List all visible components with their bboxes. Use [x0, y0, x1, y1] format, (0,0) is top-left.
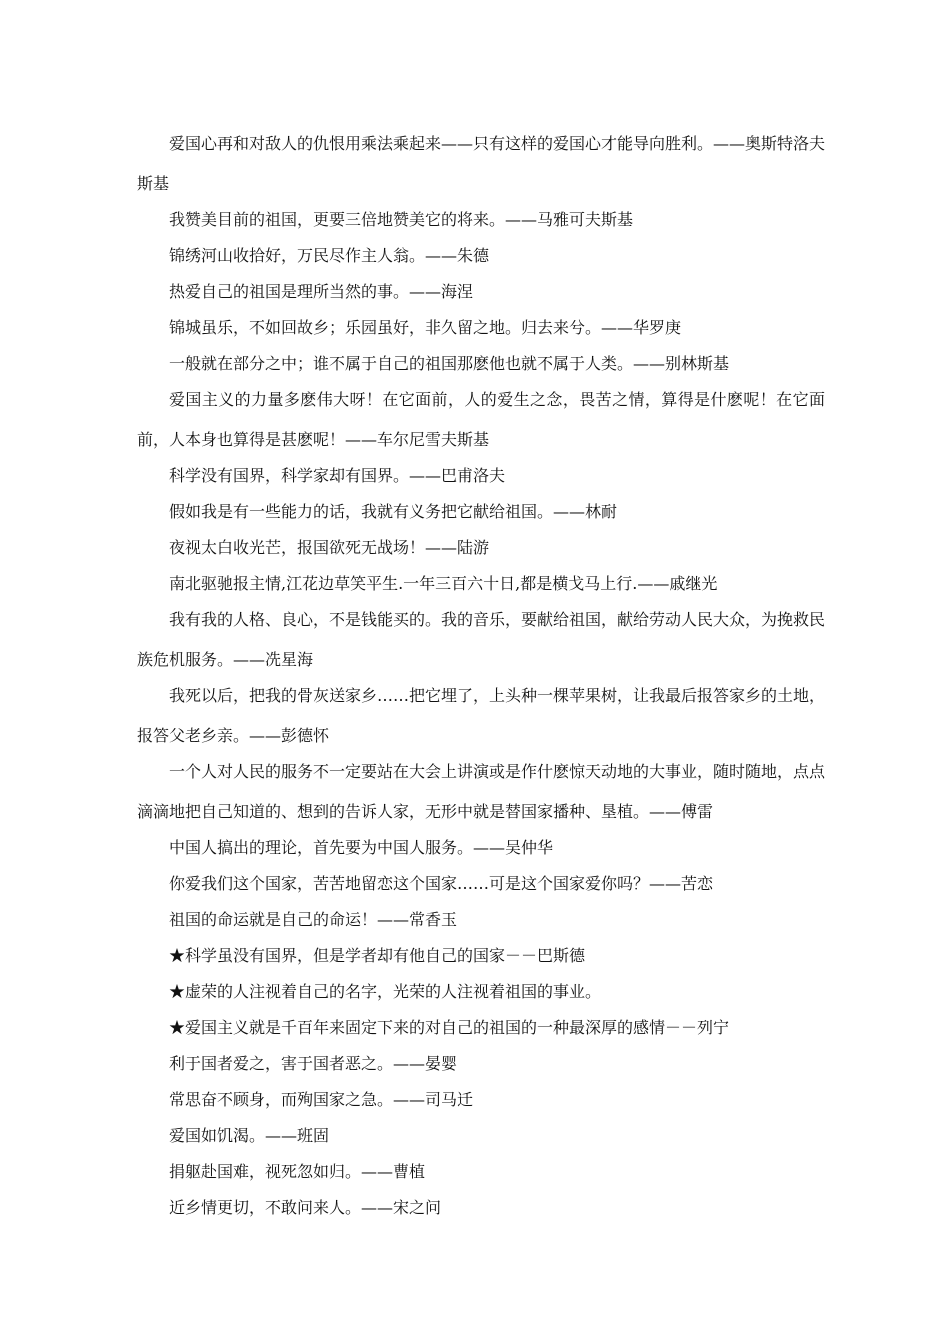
quote-paragraph: 祖国的命运就是自己的命运！——常香玉 [169, 910, 458, 929]
quote-paragraph: 爱国如饥渴。——班固 [169, 1126, 330, 1145]
quote-paragraph: 我有我的人格、良心，不是钱能买的。我的音乐，要献给祖国，献给劳动人民大众，为挽救民族危机服务。——冼星海 [137, 610, 826, 669]
quote-paragraph: 一个人对人民的服务不一定要站在大会上讲演或是作什麽惊天动地的大事业，随时随地，点点滴滴地把自己知道的、想到的告诉人家，无形中就是替国家播种、垦植。——傅雷 [137, 762, 826, 821]
quote-paragraph: 中国人搞出的理论，首先要为中国人服务。——吴仲华 [169, 838, 554, 857]
quote-paragraph: 科学没有国界，科学家却有国界。——巴甫洛夫 [169, 466, 506, 485]
quote-paragraph: 你爱我们这个国家，苦苦地留恋这个国家……可是这个国家爱你吗？——苦恋 [169, 874, 714, 893]
quote-paragraph: 热爱自己的祖国是理所当然的事。——海涅 [169, 282, 474, 301]
quote-paragraph: 我赞美目前的祖国，更要三倍地赞美它的将来。——马雅可夫斯基 [169, 210, 634, 229]
quote-paragraph: 南北驱驰报主情,江花边草笑平生.一年三百六十日,都是横戈马上行.——戚继光 [169, 574, 718, 593]
quote-paragraph: 锦城虽乐，不如回故乡；乐园虽好，非久留之地。归去来兮。——华罗庚 [169, 318, 682, 337]
quote-paragraph: 假如我是有一些能力的话，我就有义务把它献给祖国。——林耐 [169, 502, 618, 521]
quote-paragraph: 夜视太白收光芒，报国欲死无战场！——陆游 [169, 538, 490, 557]
quote-paragraph: ★爱国主义就是千百年来固定下来的对自己的祖国的一种最深厚的感情－－列宁 [169, 1018, 730, 1037]
quote-paragraph: 锦绣河山收拾好，万民尽作主人翁。——朱德 [169, 246, 490, 265]
quote-paragraph: 近乡情更切，不敢问来人。——宋之问 [169, 1198, 442, 1217]
quote-paragraph: ★虚荣的人注视着自己的名字，光荣的人注视着祖国的事业。 [169, 982, 602, 1001]
quote-paragraph: 爱国主义的力量多麽伟大呀！在它面前，人的爱生之念，畏苦之情，算得是什麽呢！在它面前，人本身也算得是甚麽呢！——车尔尼雪夫斯基 [137, 390, 825, 449]
quote-paragraph: 常思奋不顾身，而殉国家之急。——司马迁 [169, 1090, 474, 1109]
quote-paragraph: 利于国者爱之，害于国者恶之。——晏婴 [169, 1054, 458, 1073]
quote-paragraph: 我死以后，把我的骨灰送家乡……把它埋了，上头种一棵苹果树，让我最后报答家乡的土地，报答父老乡亲。——彭德怀 [137, 686, 826, 745]
quote-paragraph: 爱国心再和对敌人的仇恨用乘法乘起来——只有这样的爱国心才能导向胜利。——奥斯特洛夫斯基 [137, 134, 826, 193]
quote-paragraph: 捐躯赴国难，视死忽如归。——曹植 [169, 1162, 426, 1181]
quote-paragraph: ★科学虽没有国界，但是学者却有他自己的国家－－巴斯德 [169, 946, 586, 965]
quote-paragraph: 一般就在部分之中；谁不属于自己的祖国那麽他也就不属于人类。——别林斯基 [169, 354, 730, 373]
quote-list [137, 124, 825, 1224]
